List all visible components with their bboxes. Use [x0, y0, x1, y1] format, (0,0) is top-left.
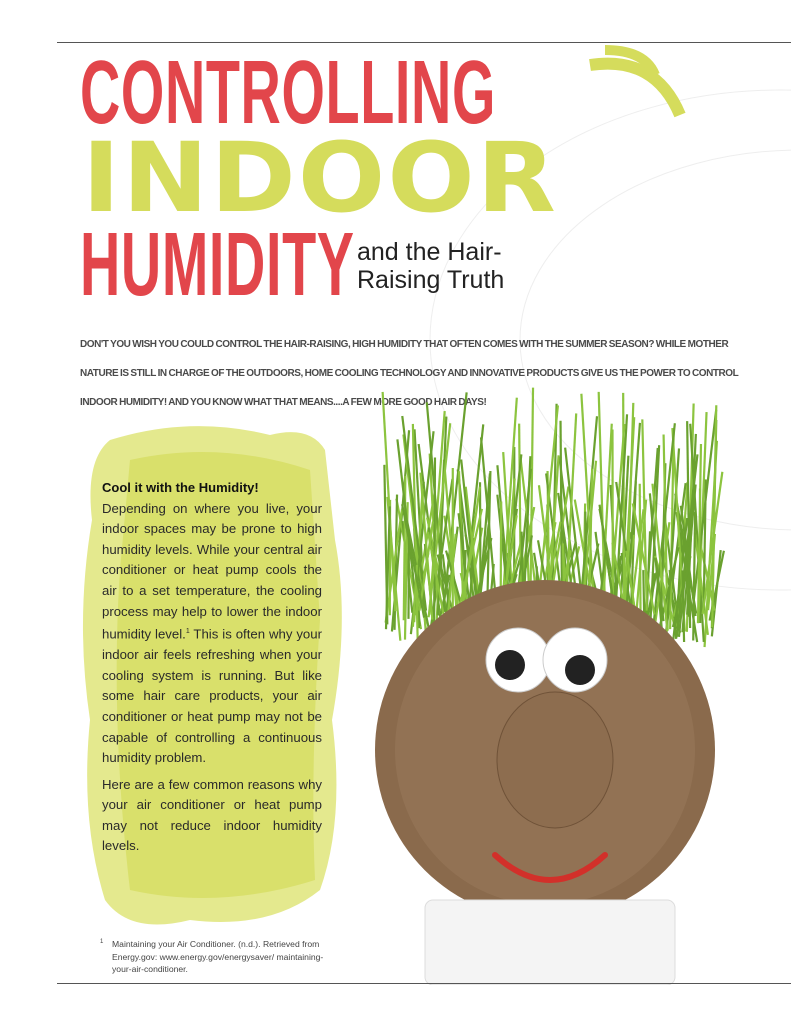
intro-line: INDOOR HUMIDITY! AND YOU KNOW WHAT THAT MEANS....A FEW MORE GOOD HAIR DAYS!	[80, 397, 487, 408]
paragraph-text: This is often why your indoor air feels refreshing when your cooling system is running. But like some hair care products, your air conditioner or heat pump may not be capable of controlling a continuous humidity problem.	[102, 626, 322, 766]
cup	[425, 900, 675, 985]
footnote-marker: 1	[100, 939, 104, 945]
intro-line: DON'T YOU WISH YOU COULD CONTROL THE HAIR-RAISING, HIGH HUMIDITY THAT OFTEN COMES WITH THE SUMMER SEASON? WHILE MOTHER	[80, 339, 729, 350]
sidebar-paragraph	[102, 499, 322, 769]
footnote	[100, 938, 340, 976]
title-humidity: HUMIDITY	[80, 215, 355, 315]
title-indoor: INDOOR	[82, 122, 559, 234]
subtitle-line: and the Hair-	[357, 238, 502, 266]
subtitle	[357, 238, 504, 294]
grass-head-photo	[370, 360, 791, 985]
footnote-ref: 1	[185, 628, 190, 636]
bottom-rule	[57, 983, 791, 984]
sidebar-heading: Cool it with the Humidity!	[102, 480, 259, 495]
grass-blade	[530, 388, 533, 613]
title-controlling: CONTROLLING	[80, 43, 496, 143]
footnote-text: Maintaining your Air Conditioner. (n.d.). Retrieved from Energy.gov: www.energy.gov/energysaver/ maintaining-your-air-conditioner.	[112, 939, 324, 974]
sidebar-paragraph: Here are a few common reasons why your air conditioner or heat pump may not reduce indoor humidity levels.	[102, 776, 322, 854]
subtitle-line: Raising Truth	[357, 266, 505, 294]
decorative-arcs	[585, 45, 695, 125]
intro-line: NATURE IS STILL IN CHARGE OF THE OUTDOORS, HOME COOLING TECHNOLOGY AND INNOVATIVE PRODUCTS GIVE US THE POWER TO CONTROL	[80, 368, 739, 379]
nose	[497, 692, 613, 828]
paragraph-text: Depending on where you live, your indoor spaces may be prone to high humidity levels. While your central air conditioner or heat pump cools the air to a set temperature, the cooling process may help to lower the indoor humidity level.	[102, 500, 322, 642]
sidebar-article	[102, 478, 322, 863]
